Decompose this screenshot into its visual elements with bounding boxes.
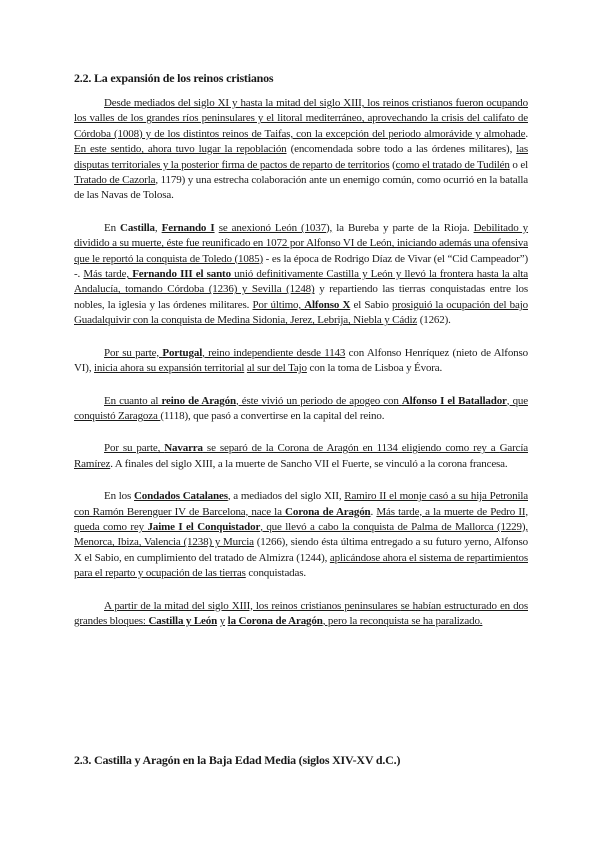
text-run: , xyxy=(154,221,162,234)
text-run: unió definitivamente Castilla y León y llevó la frontera hasta la alta Andalucía, tomando Córdoba (1236) y Sevilla (1248) xyxy=(74,268,529,296)
text-run: Desde mediados del siglo XI y hasta la mitad del siglo XIII, los reinos cristianos fueron ocupando los valles de los grandes ríos peninsulares y el litoral mediterráneo, aprovechando la crisis del califato de Córdoba (1008) y de los distintos reinos de Taifas, con la excepción del periodo almorávide y almohade xyxy=(74,97,528,140)
text-run: , a mediados del siglo XII, xyxy=(227,490,345,503)
text-run: , 1179) y una estrecha colaboración ante un enemigo común, como ocurrió en la batalla de las Navas de Tolosa. xyxy=(74,174,528,202)
text-run: o el xyxy=(509,158,528,171)
text-run: las disputas territoriales y la posterior firma de pactos de reparto de territorios xyxy=(74,143,528,171)
text-run: En xyxy=(104,221,121,234)
text-run: ( xyxy=(389,158,396,171)
text-run: , que llevó a cabo la conquista de Palma de Mallorca (1229), Menorca, Ibiza, Valencia (1238) y Murcia xyxy=(74,520,528,549)
text-run: se habían estructurado en dos grandes bloques: xyxy=(74,599,528,627)
text-run: y repartiendo las tierras conquistadas entre los nobles, la iglesia y las órdenes militares. xyxy=(74,283,528,311)
text-run: al sur del Tajo xyxy=(246,362,307,375)
text-run: la Bureba y parte de la Rioja. xyxy=(332,221,474,234)
text-run: conquistadas. xyxy=(245,567,306,580)
text-run: se separó de la Corona de Aragón en 1134 eligiendo como rey a xyxy=(202,442,500,455)
text-run: Castilla y León xyxy=(148,614,218,627)
text-run: reino de Aragón xyxy=(161,394,236,407)
text-run: Por último, xyxy=(252,298,305,311)
section-heading: 2.2. La expansión de los reinos cristianos xyxy=(74,71,274,85)
paragraph-1 xyxy=(74,96,528,204)
text-run: García Ramírez xyxy=(74,442,528,470)
text-run: Alfonso X xyxy=(304,298,351,311)
text-run: . xyxy=(370,505,377,518)
text-run: (1118), que pasó a convertirse en la capital del reino. xyxy=(160,409,385,422)
text-run: En este sentido, ahora tuvo lugar la repoblación xyxy=(74,143,287,156)
paragraph-2 xyxy=(74,221,528,329)
text-run: Condados Catalanes xyxy=(134,490,228,503)
paragraph-3 xyxy=(74,346,528,377)
text-run: con Alfonso Henríquez (nieto de Alfonso VI), xyxy=(74,346,528,375)
text-run: , reino independiente desde 1143 xyxy=(202,346,346,359)
text-run: prosiguió la ocupación del bajo Guadalquivir con la conquista de Medina Sidonia, Jerez, Lebrija, Niebla y Cádiz xyxy=(74,298,528,327)
text-run: Debilitado y dividido a su muerte, éste fue reunificado en 1072 por Alfonso VI de León, iniciando además una ofensiva que le reportó la conquista de Toledo (1085) xyxy=(74,221,529,265)
text-run: - es la época de Rodrigo Díaz de Vivar (el “Cid Campeador”) -. xyxy=(74,252,528,281)
text-run: inicia ahora su expansión territorial xyxy=(94,362,245,375)
text-run: Jaime I el Conquistador xyxy=(147,520,261,533)
paragraph-4 xyxy=(74,394,528,425)
paragraph-5 xyxy=(74,441,528,472)
text-run: y xyxy=(219,614,226,627)
text-run: se anexionó León (1037), xyxy=(218,221,333,234)
document-body xyxy=(74,70,528,646)
text-run: Tratado de Cazorla xyxy=(74,174,156,187)
text-run: En los xyxy=(104,490,135,503)
text-run: Corona de Aragón xyxy=(285,505,371,518)
text-run: Portugal xyxy=(162,346,203,359)
text-run: Ramiro II el monje casó a su hija Petronila con Ramón Berenguer IV de Barcelona, nace la xyxy=(74,490,528,518)
text-run: , éste vivió un periodo de apogeo con xyxy=(235,394,402,407)
section-heading-2: 2.3. Castilla y Aragón en la Baja Edad Media (siglos XIV-XV d.C.) xyxy=(74,753,401,767)
text-run: . A finales del siglo XIII, a la muerte de Sancho VII el Fuerte, se vinculó a la corona francesa. xyxy=(110,457,508,470)
text-run: Más tarde, a la muerte de Pedro II, queda como rey xyxy=(74,505,528,533)
text-run: A partir de la mitad del siglo XIII, los reinos cristianos peninsulares xyxy=(104,599,401,612)
text-run: , pero la reconquista se ha paralizado. xyxy=(322,614,483,627)
text-run: la Corona de Aragón xyxy=(227,614,323,627)
text-run: como el tratado de Tudilén xyxy=(395,158,510,171)
text-run: En cuanto al xyxy=(104,394,162,407)
text-run: el Sabio xyxy=(350,298,392,311)
text-run: Por su parte, xyxy=(104,346,163,359)
text-run: (1262). xyxy=(417,314,451,327)
text-run: aplicándose ahora el sistema de repartimientos para el reparto y ocupación de las tierras xyxy=(74,551,528,580)
text-run: Castilla xyxy=(120,221,155,234)
text-run: Navarra xyxy=(164,442,203,455)
text-run: (encomendada sobre todo a las órdenes militares), xyxy=(286,143,517,156)
paragraph-6 xyxy=(74,489,528,581)
text-run: con la toma de Lisboa y Évora. xyxy=(306,362,443,375)
text-run: Fernando III el santo xyxy=(132,268,231,281)
text-run: , que conquistó Zaragoza xyxy=(74,394,528,422)
text-run: (1266), siendo ésta última entregado a su futuro yerno, Alfonso X el Sabio, en cumplimiento del tratado de Almizra (1244), xyxy=(74,536,528,564)
text-run: Alfonso I el Batallador xyxy=(401,394,507,407)
text-run: . xyxy=(525,127,528,140)
text-run: Fernando I xyxy=(161,221,215,234)
text-run: Por su parte, xyxy=(104,442,165,455)
text-run: Más tarde, xyxy=(83,268,133,281)
paragraph-7 xyxy=(74,599,528,630)
